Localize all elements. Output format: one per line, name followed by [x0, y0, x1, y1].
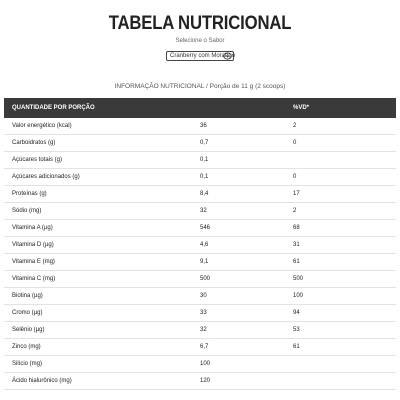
- table-header: [4, 98, 396, 118]
- row-nutrient: Selênio (µg): [12, 327, 45, 333]
- table-row: [4, 186, 396, 203]
- row-amount: 546: [200, 225, 211, 231]
- row-amount: 9,1: [200, 259, 209, 265]
- row-nutrient: Cromo (µg): [12, 310, 43, 316]
- row-vd: 53: [293, 327, 300, 333]
- row-amount: 6,7: [200, 344, 209, 350]
- row-vd: 100: [293, 293, 304, 299]
- row-vd: 2: [293, 123, 297, 129]
- row-vd: 61: [293, 344, 300, 350]
- table-row: [4, 118, 396, 135]
- row-nutrient: Zinco (mg): [12, 344, 41, 350]
- row-amount: 100: [200, 361, 211, 367]
- page-title: TABELA NUTRICIONAL: [108, 13, 292, 34]
- table-row: [4, 254, 396, 271]
- table-row: [4, 339, 396, 356]
- header-quantity: QUANTIDADE POR PORÇÃO: [12, 105, 95, 111]
- row-vd: 17: [293, 191, 300, 197]
- row-nutrient: Vitamina E (mg): [12, 259, 55, 265]
- row-amount: 33: [200, 310, 207, 316]
- row-amount: 500: [200, 276, 211, 282]
- table-row: [4, 356, 396, 373]
- row-nutrient: Açúcares adicionados (g): [12, 174, 80, 180]
- table-row: [4, 271, 396, 288]
- row-amount: 32: [200, 208, 207, 214]
- table-row: [4, 237, 396, 254]
- row-amount: 4,6: [200, 242, 209, 248]
- row-amount: 8,4: [200, 191, 209, 197]
- table-row: [4, 288, 396, 305]
- table-row: [4, 322, 396, 339]
- table-row: [4, 373, 396, 390]
- row-vd: 0: [293, 174, 297, 180]
- table-row: [4, 135, 396, 152]
- table-row: [4, 220, 396, 237]
- row-amount: 30: [200, 293, 207, 299]
- portion-info: INFORMAÇÃO NUTRICIONAL / Porção de 11 g (2 scoops): [114, 83, 286, 90]
- row-amount: 0,1: [200, 174, 209, 180]
- row-nutrient: Ácido hialurônico (mg): [12, 378, 72, 384]
- row-nutrient: Sódio (mg): [12, 208, 42, 214]
- row-vd: 0: [293, 140, 297, 146]
- row-amount: 120: [200, 378, 211, 384]
- row-vd: 500: [293, 276, 304, 282]
- row-nutrient: Biotina (µg): [12, 293, 43, 299]
- row-vd: 68: [293, 225, 300, 231]
- table-row: [4, 203, 396, 220]
- row-amount: 32: [200, 327, 207, 333]
- row-vd: 61: [293, 259, 300, 265]
- row-nutrient: Silício (mg): [12, 361, 43, 367]
- row-vd: 94: [293, 310, 300, 316]
- flavor-select-value: Cranberry com Morango: [170, 53, 236, 59]
- flavor-select[interactable]: [166, 51, 234, 61]
- row-nutrient: Vitamina C (mg): [12, 276, 56, 282]
- row-nutrient: Vitamina D (µg): [12, 242, 54, 248]
- flavor-prompt: Selecione o Sabor: [175, 38, 225, 44]
- row-nutrient: Vitamina A (µg): [12, 225, 53, 231]
- row-amount: 36: [200, 123, 207, 129]
- row-vd: 31: [293, 242, 300, 248]
- table-row: [4, 152, 396, 169]
- row-amount: 0,1: [200, 157, 209, 163]
- row-nutrient: Açúcares totais (g): [12, 157, 63, 163]
- chevron-down-icon: [223, 52, 232, 60]
- row-nutrient: Carboidratos (g): [12, 140, 56, 146]
- row-nutrient: Valor energético (kcal): [12, 123, 72, 129]
- nutrition-table: [4, 98, 396, 390]
- table-row: [4, 305, 396, 322]
- row-nutrient: Proteínas (g): [12, 191, 47, 197]
- table-body: [4, 118, 396, 390]
- header-vd: %VD*: [293, 105, 310, 111]
- row-vd: 2: [293, 208, 297, 214]
- row-amount: 0,7: [200, 140, 209, 146]
- table-row: [4, 169, 396, 186]
